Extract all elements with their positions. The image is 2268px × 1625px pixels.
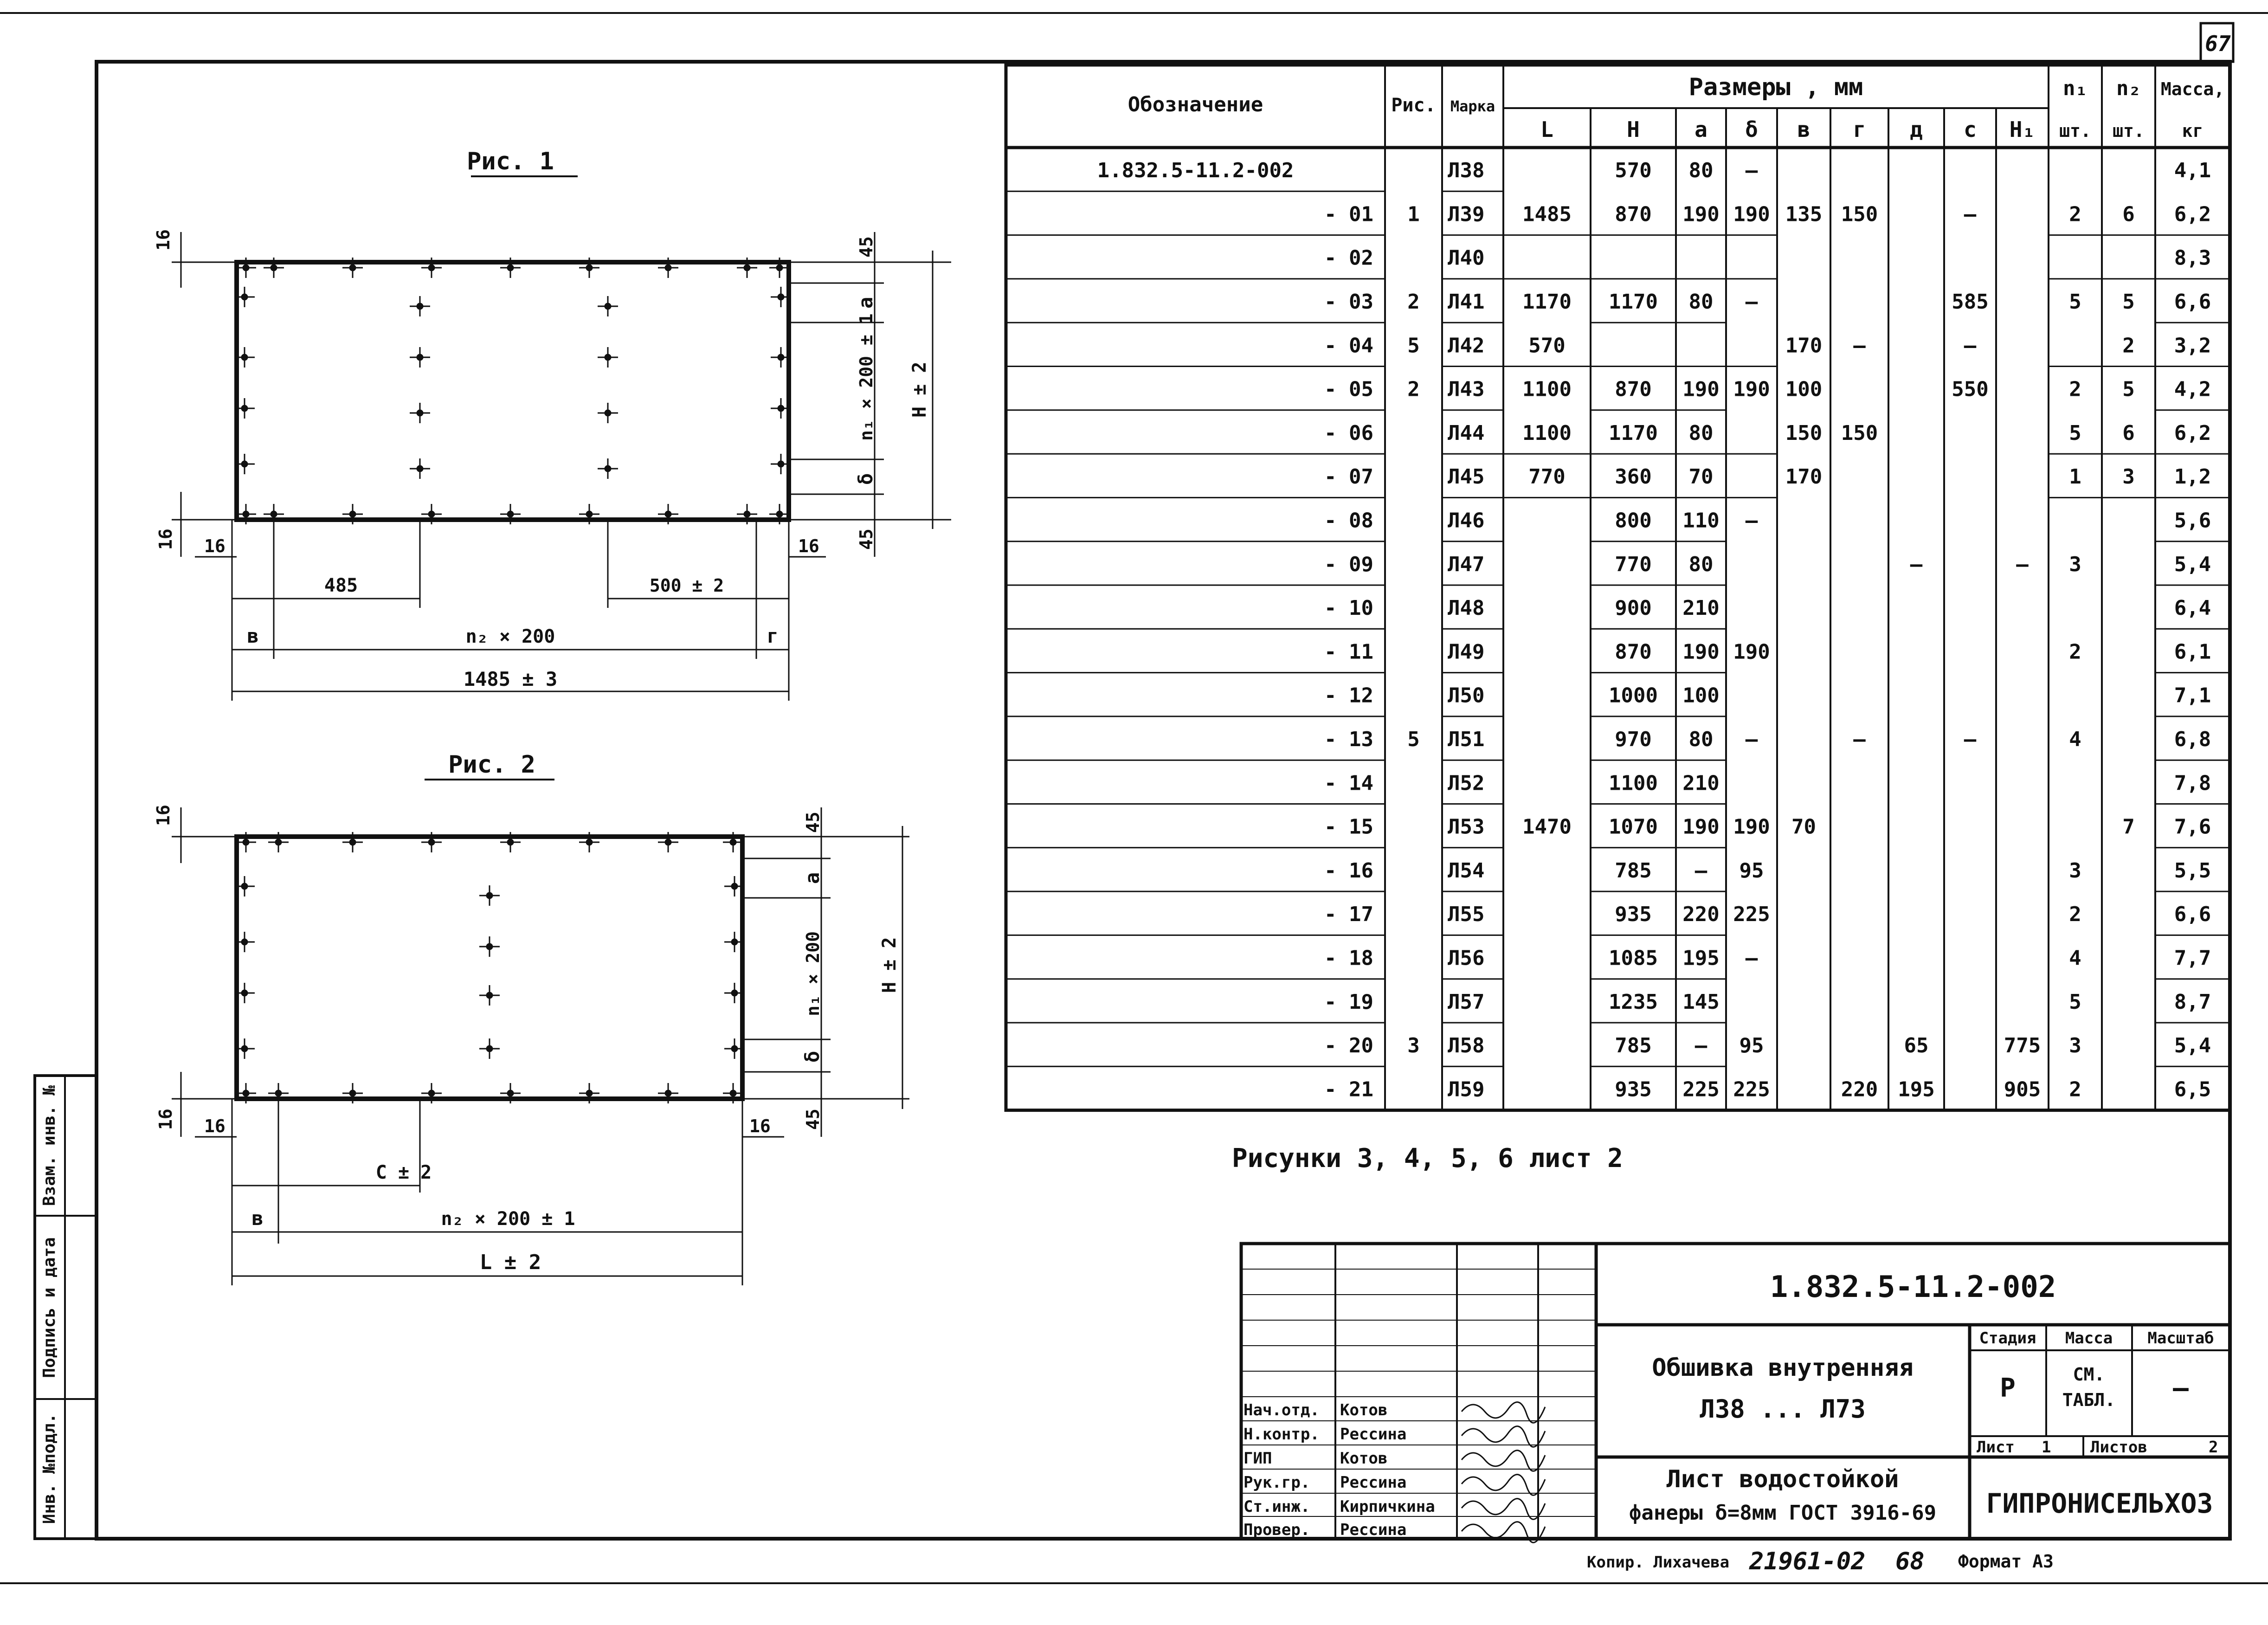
fastener [479,885,500,906]
table-cell-n1: 2 [2069,377,2081,401]
table-cell-mark: Л50 [1448,684,1485,708]
mass-value-2: ТАБЛ. [2062,1390,2116,1410]
signature-name: Кирпичкина [1340,1497,1435,1516]
table-cell-c: — [1964,334,1977,358]
signature-role: Ст.инж. [1244,1497,1310,1516]
figure-1-title: Рис. 1 [467,148,554,175]
table-cell-a: 190 [1682,202,1720,226]
signature-scribble [1462,1475,1545,1496]
fig2-dim-H: H ± 2 [879,937,900,993]
table-cell-n2: 5 [2122,290,2135,314]
table-cell-n2: 3 [2122,465,2135,489]
table-cell-dd: 195 [1898,1077,1935,1102]
table-cell-g: 220 [1841,1077,1878,1102]
table-cell-L: 1170 [1522,290,1572,314]
table-cell-H: 935 [1615,1077,1652,1102]
fig1-dim-bottom-left-v: 16 [155,529,176,550]
title-line-2: Л38 ... Л73 [1700,1394,1866,1424]
fig2-dim-top-right: 45 [803,812,823,833]
table-cell-mark: Л52 [1448,771,1485,795]
organization: ГИПРОНИСЕЛЬХОЗ [1986,1488,2213,1519]
signature-name: Котов [1340,1401,1388,1419]
side-stamp [35,1076,97,1539]
figure-2-fasteners [234,832,745,1103]
table-cell-L: 1485 [1522,202,1572,226]
signature-rows [1244,1401,1545,1542]
table-cell-d: 95 [1739,1034,1764,1058]
table-cell-L: 570 [1528,334,1566,358]
table-cell-H1: — [2016,552,2029,576]
footer-number: 21961-02 [1749,1548,1866,1575]
fastener [410,347,430,368]
fig1-dim-n2: n₂ × 200 [465,626,555,647]
fig1-dim-delta: δ [854,473,877,485]
table-cell-H: 970 [1615,728,1652,752]
header-size-8: H₁ [2009,117,2036,142]
signature-name: Рессина [1340,1473,1407,1492]
figure-2 [153,751,909,1285]
figure-1-panel [237,262,789,520]
table-cell-n1: 1 [2069,465,2081,489]
table-cell-b: 70 [1791,815,1816,839]
header-mark: Марка [1450,97,1495,115]
table-cell-mass: 7,1 [2174,684,2211,708]
table-cell-H: 785 [1615,1034,1652,1058]
table-cell-d: 225 [1733,1077,1770,1102]
table-cell-n1: 2 [2069,903,2081,927]
fig1-dim-485: 485 [324,575,358,596]
mass-label: Масса [2065,1329,2113,1348]
table-cell-n1: 2 [2069,640,2081,664]
table-cell-n1: 5 [2069,421,2081,445]
sheet-label: Лист [1977,1438,2015,1457]
table-cell-d: 190 [1733,815,1770,839]
signature-scribble [1462,1402,1545,1423]
fastener [598,403,618,423]
table-cell-mark: Л58 [1448,1034,1485,1058]
table-cell-n2: 5 [2122,377,2135,401]
header-mass: Масса, [2160,79,2225,99]
table-cell-a: 100 [1682,684,1720,708]
fig2-dim-delta: δ [801,1051,824,1063]
table-cell-mass: 6,8 [2174,728,2211,752]
fig1-dim-top-right: 45 [856,236,876,258]
table-cell-mark: Л51 [1448,728,1485,752]
table-cell-designation: - 18 [1324,946,1373,970]
header-designation: Обозначение [1128,93,1263,116]
fastener [479,936,500,957]
fastener [410,296,430,316]
header-size-6: д [1910,117,1923,142]
side-vzam: Взам. инв. № [40,1085,59,1206]
table-cell-mark: Л39 [1448,202,1485,226]
table-cell-mass: 6,6 [2174,290,2211,314]
table-cell-d: — [1745,728,1758,752]
table-cell-designation: - 19 [1324,990,1373,1014]
fig1-dim-500: 500 ± 2 [649,575,724,596]
table-cell-d: — [1745,290,1758,314]
table-cell-mark: Л57 [1448,990,1485,1014]
table-cell-mark: Л59 [1448,1077,1485,1102]
stage-label: Стадия [1979,1329,2036,1348]
table-cell-a: 195 [1682,946,1720,970]
figure-1-dimension-lines [172,232,951,701]
fig1-dim-g: г [767,625,779,647]
table-cell-b: 135 [1785,202,1823,226]
fig1-dim-H: H ± 2 [909,361,930,418]
table-cell-d: 190 [1733,202,1770,226]
fig2-dim-b: в [251,1207,264,1230]
table-cell-L: 1470 [1522,815,1572,839]
table-cell-c: — [1964,202,1977,226]
table-cell-H: 800 [1615,509,1652,533]
table-cell-L: 1100 [1522,421,1572,445]
table-cell-mark: Л44 [1448,421,1485,445]
table-cell-H: 870 [1615,377,1652,401]
fig1-dim-bottom-left-h: 16 [204,536,226,556]
table-cell-b: 170 [1785,334,1823,358]
page-number: 67 [2205,31,2231,56]
table-cell-n2: 2 [2122,334,2135,358]
fig1-dim-bottom-right-h: 16 [798,536,819,556]
table-cell-mass: 6,1 [2174,640,2211,664]
fig1-dim-top-left: 16 [153,229,174,251]
table-cell-n2: 7 [2122,815,2135,839]
fig2-dim-L: L ± 2 [479,1251,541,1274]
table-cell-b: 150 [1785,421,1823,445]
table-cell-mark: Л42 [1448,334,1485,358]
table-cell-fig: 5 [1407,728,1420,752]
table-cell-mass: 5,6 [2174,509,2211,533]
table-cell-fig: 2 [1407,377,1420,401]
table-cell-n1: 3 [2069,1034,2081,1058]
figure-2-panel [237,837,742,1099]
table-cell-a: 80 [1688,728,1714,752]
table-cell-designation: - 10 [1324,596,1373,620]
table-cell-designation: - 04 [1324,334,1373,358]
table-cell-H: 900 [1615,596,1652,620]
signature-name: Рессина [1340,1425,1407,1444]
table-cell-L: 770 [1528,465,1566,489]
signature-role: Нач.отд. [1244,1401,1320,1419]
table-cell-designation: - 12 [1324,684,1373,708]
sheet-value: 1 [2042,1438,2051,1457]
table-cell-designation: - 06 [1324,421,1373,445]
footer-copy: Копир. Лихачева [1587,1553,1730,1572]
table-cell-designation: - 05 [1324,377,1373,401]
fig2-dim-bottom-right-h: 16 [749,1116,771,1136]
table-cell-dd: — [1910,552,1923,576]
scale-label: Масштаб [2147,1329,2214,1348]
footer-format: Формат А3 [1958,1551,2054,1572]
signature-scribble [1462,1426,1545,1447]
table-cell-d: — [1745,946,1758,970]
signature-role: Рук.гр. [1244,1473,1310,1492]
signature-scribble [1462,1451,1545,1471]
header-size-4: в [1797,117,1811,142]
fig2-dim-bottom-left-h: 16 [204,1116,226,1136]
table-cell-n1: 4 [2069,946,2081,970]
header-size-2: a [1695,117,1707,142]
fastener [598,296,618,316]
doc-code: 1.832.5-11.2-002 [1770,1270,2056,1304]
table-cell-mass: 7,8 [2174,771,2211,795]
table-cell-mass: 4,1 [2174,159,2211,183]
table-cell-d: 190 [1733,377,1770,401]
table-cell-n1: 5 [2069,290,2081,314]
table-cell-a: 220 [1682,903,1720,927]
signature-role: Н.контр. [1244,1425,1320,1444]
table-cell-a: 80 [1688,159,1714,183]
header-n2: n₂ [2116,77,2141,100]
material-line-2: фанеры δ=8мм ГОСТ 3916-69 [1629,1501,1937,1525]
table-cell-designation: - 21 [1324,1077,1373,1102]
table-cell-a: 225 [1682,1077,1720,1102]
table-cell-H: 1000 [1609,684,1658,708]
table-cell-H: 1235 [1609,990,1658,1014]
header-n1-unit: шт. [2059,121,2091,141]
fastener [479,985,500,1006]
table-cell-mark: Л54 [1448,858,1485,883]
fig1-dim-n1: n₁ × 200 ± 1 [856,313,876,441]
header-n2-unit: шт. [2113,121,2145,141]
header-size-7: c [1964,117,1977,142]
scale-value: — [2173,1373,2189,1403]
table-cell-d: — [1745,509,1758,533]
table-cell-H: 570 [1615,159,1652,183]
table-cell-mass: 6,2 [2174,202,2211,226]
table-cell-n1: 4 [2069,728,2081,752]
table-cell-H: 1170 [1609,421,1658,445]
table-cell-mass: 6,2 [2174,421,2211,445]
table-cell-mark: Л46 [1448,509,1485,533]
fig1-dim-b: в [247,625,259,647]
table-cell-mass: 6,5 [2174,1077,2211,1102]
table-cell-g: — [1853,728,1866,752]
header-size-5: г [1853,117,1866,142]
table-cell-mark: Л49 [1448,640,1485,664]
figures-note: Рисунки 3, 4, 5, 6 лист 2 [1232,1143,1623,1174]
fastener [598,458,618,479]
table-cell-n1: 3 [2069,858,2081,883]
table-cell-mark: Л55 [1448,903,1485,927]
table-cell-mark: Л45 [1448,465,1485,489]
table-cell-mass: 7,6 [2174,815,2211,839]
table-cell-c: — [1964,728,1977,752]
table-cell-a: 190 [1682,377,1720,401]
table-cell-c: 585 [1952,290,1989,314]
table-cell-mark: Л43 [1448,377,1485,401]
table-cell-mark: Л41 [1448,290,1485,314]
table-cell-designation: - 16 [1324,858,1373,883]
table-cell-mass: 8,7 [2174,990,2211,1014]
fig2-dim-c: C ± 2 [375,1162,432,1183]
header-fig: Рис. [1391,95,1436,116]
table-cell-a: 210 [1682,771,1720,795]
table-cell-mass: 6,6 [2174,903,2211,927]
table-cell-n1: 5 [2069,990,2081,1014]
table-cell-d: 95 [1739,858,1764,883]
fig1-dim-a: a [854,297,877,309]
header-n1: n₁ [2063,77,2088,100]
table-cell-designation: - 13 [1324,728,1373,752]
table-cell-H: 870 [1615,640,1652,664]
fastener [410,458,430,479]
table-cell-H: 770 [1615,552,1652,576]
table-cell-designation: - 01 [1324,202,1373,226]
table-cell-dd: 65 [1904,1034,1929,1058]
table-cell-mark: Л47 [1448,552,1485,576]
fastener [598,347,618,368]
table-cell-n1: 3 [2069,552,2081,576]
sheet-frame [0,13,2268,1583]
table-cell-designation: - 08 [1324,509,1373,533]
fig1-dim-L-total: 1485 ± 3 [463,668,558,690]
footer-page: 68 [1895,1548,1925,1575]
fig2-dim-bottom-right-v: 45 [803,1109,823,1130]
table-cell-c: 550 [1952,377,1989,401]
table-cell-H: 1070 [1609,815,1658,839]
table-cell-mass: 5,4 [2174,552,2211,576]
sheets-value: 2 [2209,1438,2218,1457]
signature-role: Провер. [1244,1521,1310,1539]
table-cell-mass: 6,4 [2174,596,2211,620]
fig2-dim-bottom-left-v: 16 [155,1109,176,1130]
side-sign-date: Подпись и дата [40,1237,59,1378]
table-cell-designation: - 03 [1324,290,1373,314]
table-cell-designation: 1.832.5-11.2-002 [1097,159,1294,183]
table-cell-mark: Л48 [1448,596,1485,620]
table-cell-a: 110 [1682,509,1720,533]
header-size-1: H [1627,117,1640,142]
fig2-dim-n2: n₂ × 200 ± 1 [441,1208,575,1230]
table-cell-a: 210 [1682,596,1720,620]
table-cell-a: 70 [1688,465,1714,489]
table-cell-designation: - 15 [1324,815,1373,839]
table-cell-d: — [1745,159,1758,183]
table-cell-mark: Л53 [1448,815,1485,839]
table-cell-n1: 2 [2069,1077,2081,1102]
table-cell-mark: Л56 [1448,946,1485,970]
figure-1-fasteners [234,258,791,524]
table-cell-H: 785 [1615,858,1652,883]
fig2-dim-top-left: 16 [153,805,174,826]
stage-value: Р [2000,1373,2016,1403]
table-cell-fig: 1 [1407,202,1420,226]
table-cell-a: 80 [1688,552,1714,576]
table-cell-g: — [1853,334,1866,358]
table-cell-a: — [1695,858,1707,883]
table-cell-mass: 8,3 [2174,246,2211,270]
table-cell-fig: 2 [1407,290,1420,314]
table-cell-b: 100 [1785,377,1823,401]
header-mass-unit: кг [2182,121,2204,141]
table-cell-designation: - 17 [1324,903,1373,927]
table-cell-mass: 4,2 [2174,377,2211,401]
fig1-dim-bottom-right-v: 45 [856,529,876,550]
table-cell-H: 1170 [1609,290,1658,314]
table-cell-designation: - 07 [1324,465,1373,489]
sheets-label: Листов [2090,1438,2147,1457]
header-sizes: Размеры , мм [1688,73,1863,101]
table-cell-mark: Л38 [1448,159,1485,183]
figure-1 [153,148,951,701]
header-size-0: L [1540,117,1553,142]
table-cell-a: 190 [1682,640,1720,664]
signature-name: Рессина [1340,1521,1407,1539]
table-cell-fig: 3 [1407,1034,1420,1058]
table-cell-a: 145 [1682,990,1720,1014]
table-cell-g: 150 [1841,202,1878,226]
table-cell-H1: 775 [2004,1034,2041,1058]
table-cell-d: 225 [1733,903,1770,927]
figure-2-title: Рис. 2 [448,751,535,779]
table-cell-a: — [1695,1034,1707,1058]
fastener [410,403,430,423]
mass-value-1: СМ. [2073,1364,2105,1385]
table-cell-H1: 905 [2004,1077,2041,1102]
table-cell-a: 190 [1682,815,1720,839]
table-cell-n2: 6 [2122,421,2135,445]
table-cell-L: 1100 [1522,377,1572,401]
table-cell-b: 170 [1785,465,1823,489]
table-cell-mass: 3,2 [2174,334,2211,358]
table-cell-a: 80 [1688,421,1714,445]
title-line-1: Обшивка внутренняя [1652,1354,1914,1382]
fastener [479,1038,500,1059]
table-cell-H: 935 [1615,903,1652,927]
table-cell-designation: - 11 [1324,640,1373,664]
table-cell-mass: 5,4 [2174,1034,2211,1058]
table-cell-designation: - 02 [1324,246,1373,270]
table-cell-H: 870 [1615,202,1652,226]
table-cell-mass: 5,5 [2174,858,2211,883]
table-cell-mass: 1,2 [2174,465,2211,489]
table-cell-n1: 2 [2069,202,2081,226]
table-cell-H: 360 [1615,465,1652,489]
material-line-1: Лист водостойкой [1666,1465,1899,1493]
signature-name: Котов [1340,1449,1388,1468]
table-cell-d: 190 [1733,640,1770,664]
title-block [1241,1244,2230,1542]
table-cell-designation: - 09 [1324,552,1373,576]
table-cell-designation: - 14 [1324,771,1373,795]
fig2-dim-a: a [801,872,824,884]
table-cell-g: 150 [1841,421,1878,445]
header-size-3: δ [1745,117,1758,142]
table-cell-fig: 5 [1407,334,1420,358]
table-cell-mass: 7,7 [2174,946,2211,970]
signature-role: ГИП [1244,1449,1272,1468]
specification-table [1006,65,2230,1110]
fig2-dim-n1: n₁ × 200 [803,931,823,1016]
table-cell-designation: - 20 [1324,1034,1373,1058]
side-inv-no: Инв. №подл. [40,1413,59,1524]
table-cell-n2: 6 [2122,202,2135,226]
table-cell-a: 80 [1688,290,1714,314]
table-cell-mark: Л40 [1448,246,1485,270]
table-cell-H: 1085 [1609,946,1658,970]
table-cell-H: 1100 [1609,771,1658,795]
